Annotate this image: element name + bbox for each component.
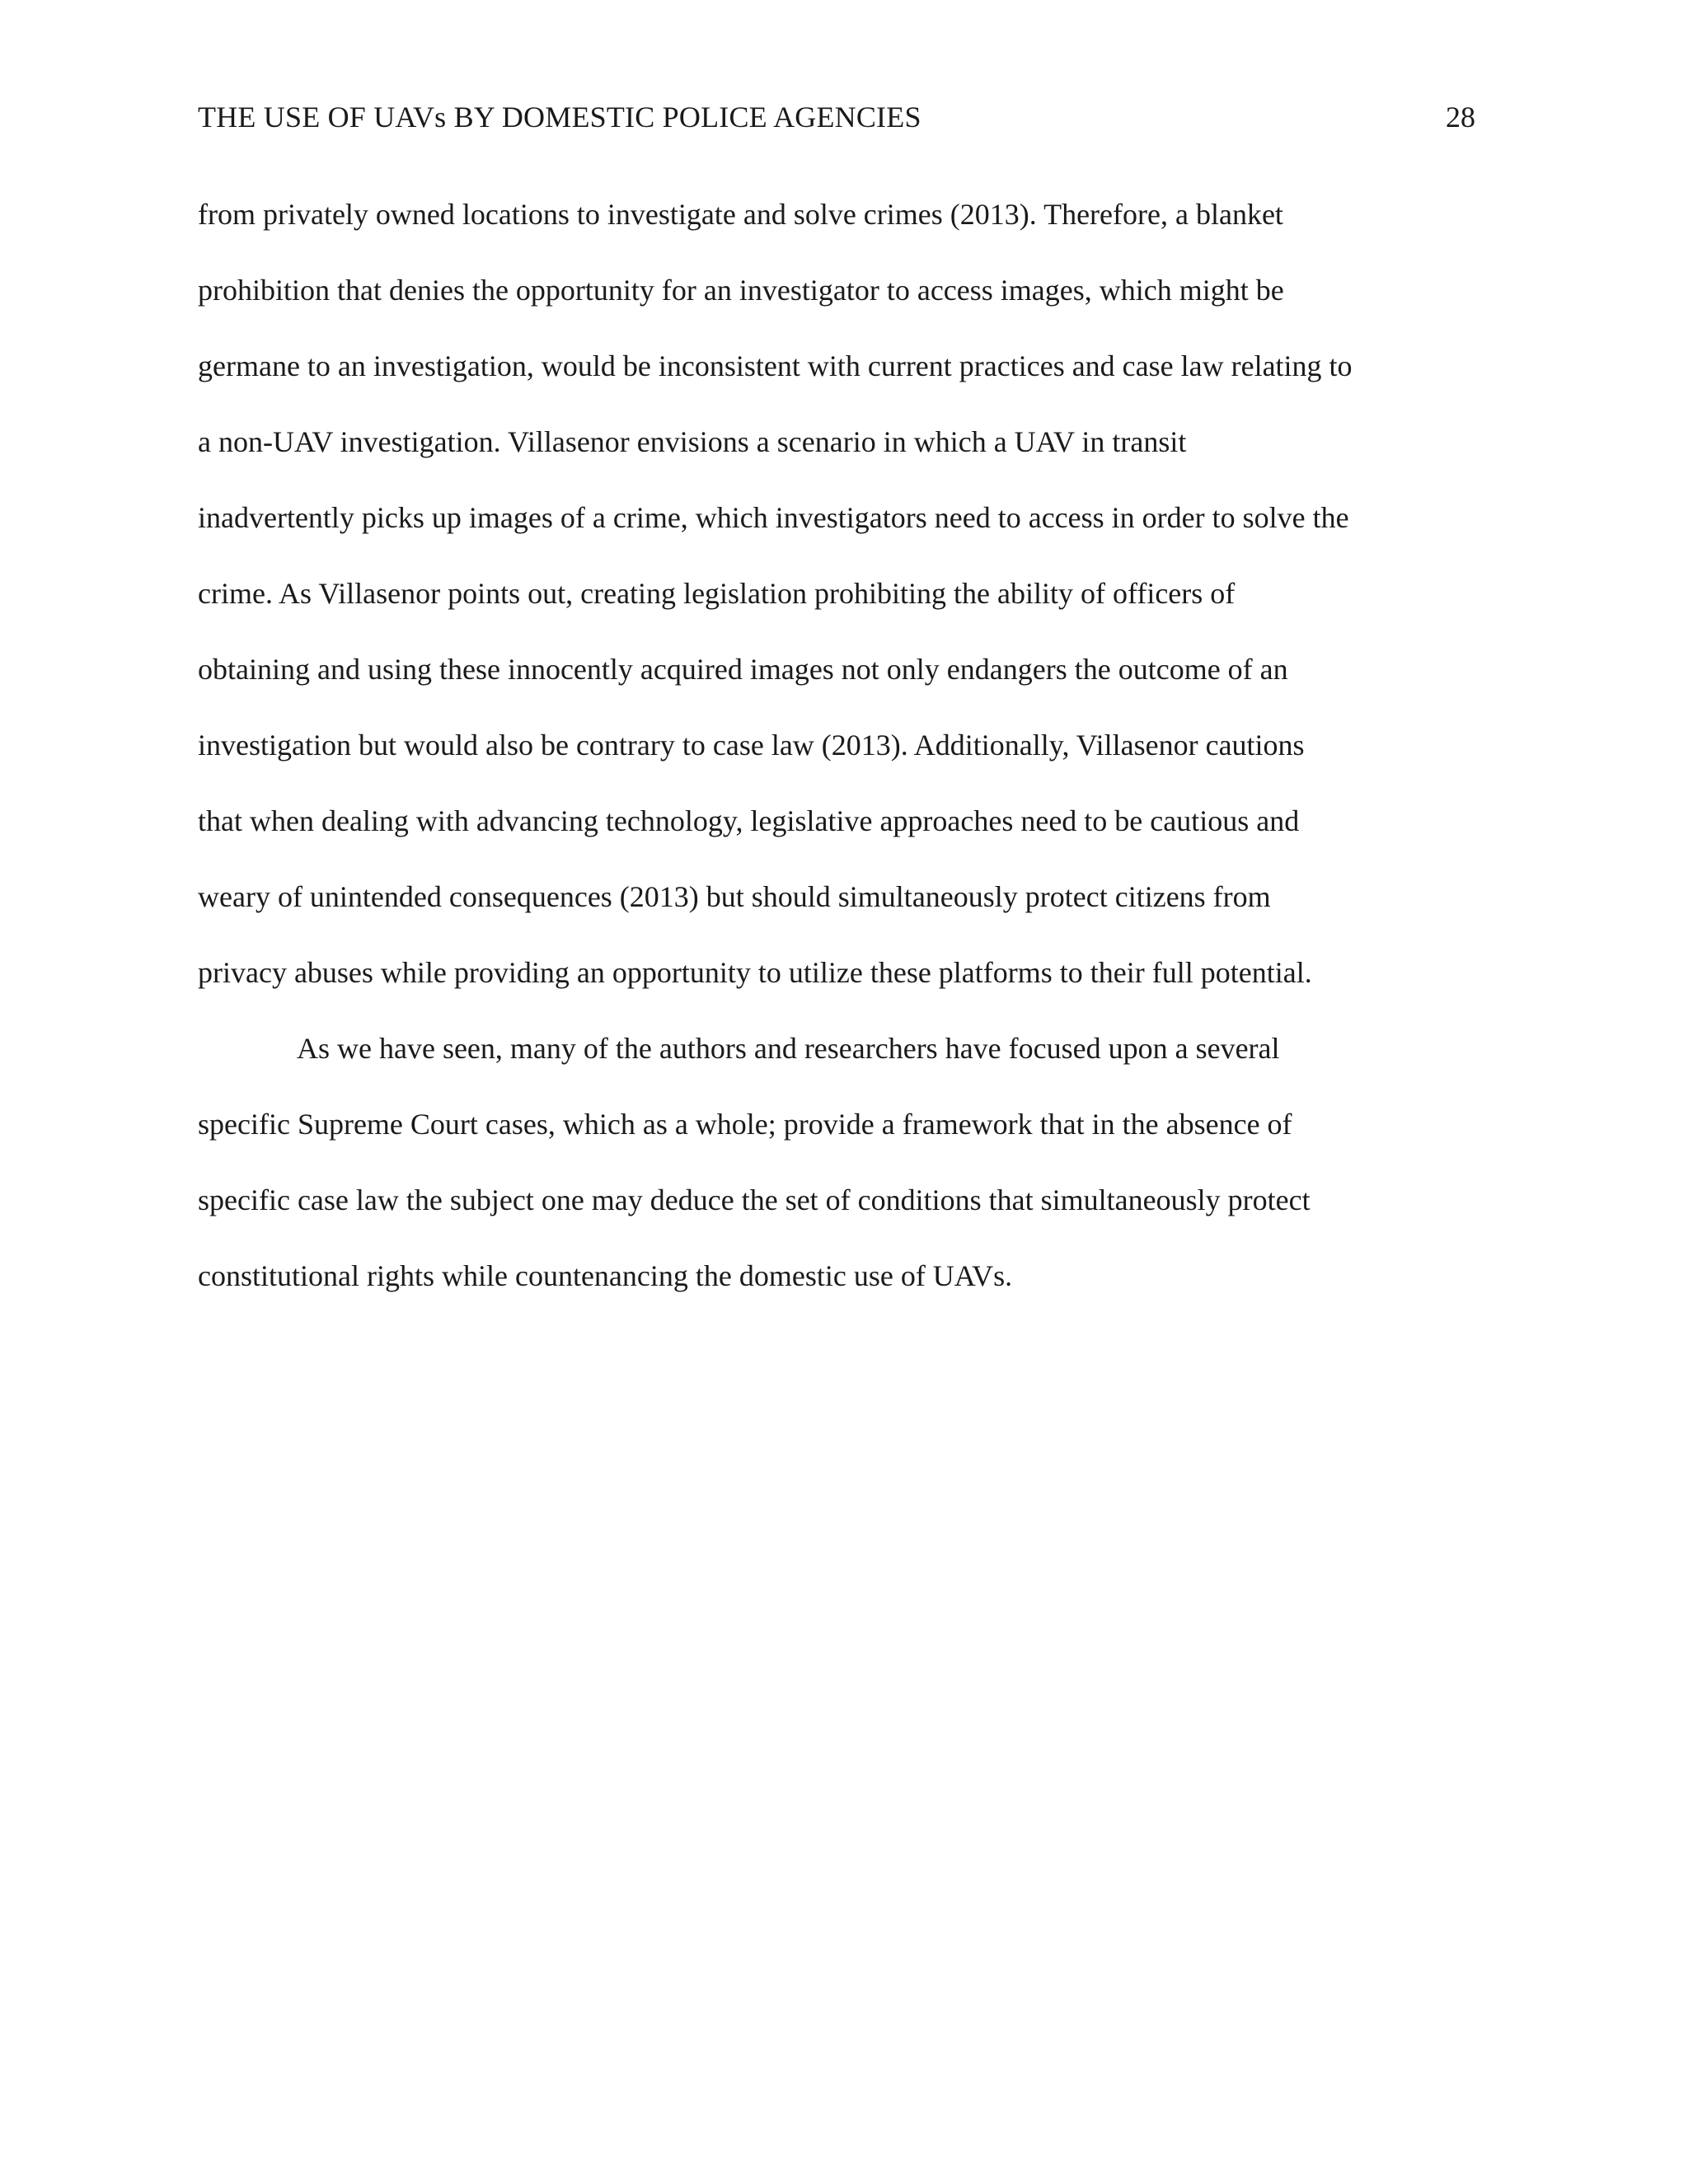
body-line: inadvertently picks up images of a crime, which investigators need to access in order to solve the — [198, 501, 1349, 534]
body-text — [198, 194, 1484, 1332]
body-line: crime. As Villasenor points out, creating legislation prohibiting the ability of officers of — [198, 577, 1236, 610]
paragraph-first-line: As we have seen, many of the authors and researchers have focused upon a several — [297, 1032, 1280, 1065]
body-line: a non-UAV investigation. Villasenor envisions a scenario in which a UAV in transit — [198, 425, 1187, 458]
running-head: THE USE OF UAVs BY DOMESTIC POLICE AGENCIES — [198, 101, 921, 134]
body-line: obtaining and using these innocently acquired images not only endangers the outcome of an — [198, 653, 1288, 686]
body-line: constitutional rights while countenancing the domestic use of UAVs. — [198, 1259, 1013, 1292]
body-line: that when dealing with advancing technology, legislative approaches need to be cautious and — [198, 804, 1300, 837]
body-line: privacy abuses while providing an opportunity to utilize these platforms to their full potential. — [198, 956, 1312, 989]
body-line: prohibition that denies the opportunity for an investigator to access images, which might be — [198, 274, 1284, 307]
body-line: germane to an investigation, would be inconsistent with current practices and case law relating to — [198, 349, 1353, 382]
body-line: specific case law the subject one may deduce the set of conditions that simultaneously protect — [198, 1183, 1311, 1216]
body-line: weary of unintended consequences (2013) but should simultaneously protect citizens from — [198, 880, 1271, 913]
page-number: 28 — [1446, 101, 1475, 134]
body-line: specific Supreme Court cases, which as a whole; provide a framework that in the absence of — [198, 1108, 1292, 1141]
body-line: investigation but would also be contrary to case law (2013). Additionally, Villasenor cautions — [198, 729, 1305, 762]
body-line: from privately owned locations to investigate and solve crimes (2013). Therefore, a blanket — [198, 198, 1283, 231]
